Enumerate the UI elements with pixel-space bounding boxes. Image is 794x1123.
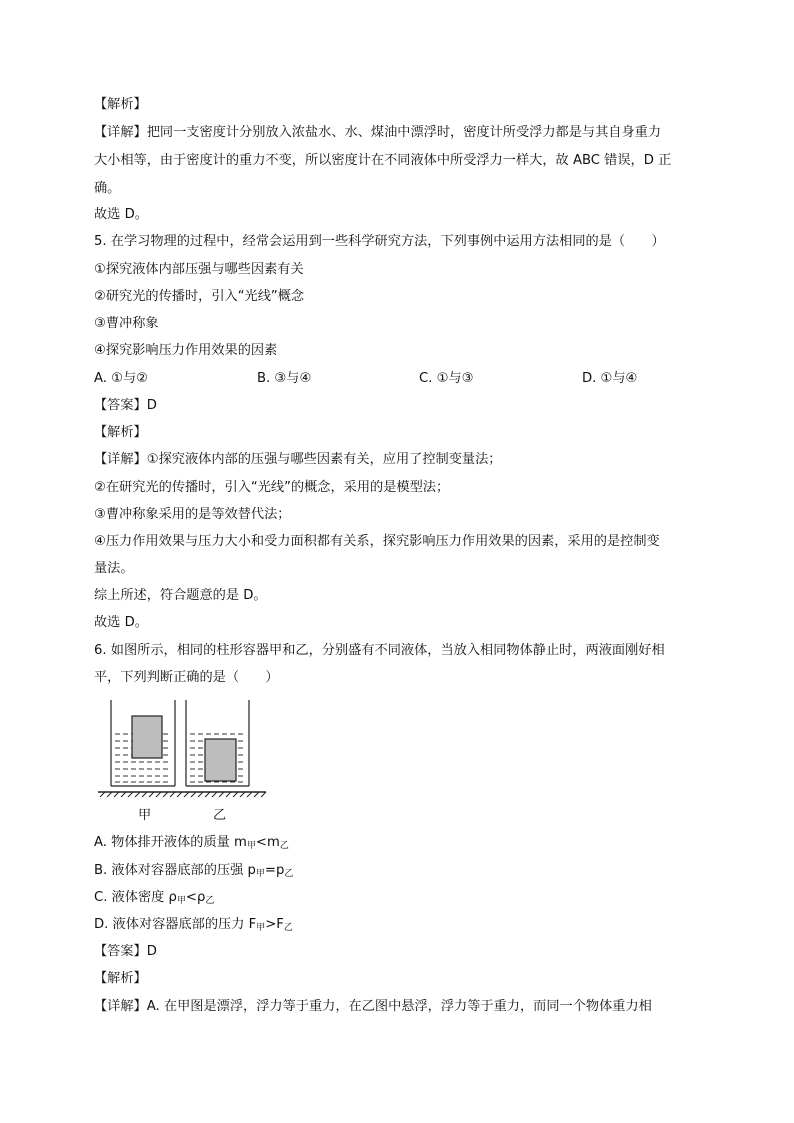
q6-option-c xyxy=(94,889,214,910)
detail-line: ③曹冲称象采用的是等效替代法； xyxy=(94,507,291,522)
floating-block xyxy=(132,716,162,758)
q5-option-d: D. ①与④ xyxy=(582,371,638,386)
subscript: 甲 xyxy=(255,869,265,879)
answer-line: 【答案】D xyxy=(94,944,157,959)
q5-item: ②研究光的传播时，引入“光线”概念 xyxy=(94,289,305,304)
subscript: 乙 xyxy=(279,841,289,851)
option-text: >F xyxy=(265,917,284,932)
container-jia xyxy=(111,700,175,786)
answer-line: 【答案】D xyxy=(94,398,157,413)
conclusion-line: 故选 D。 xyxy=(94,207,148,222)
detail-line: 综上所述，符合题意的是 D。 xyxy=(94,588,267,603)
subscript: 乙 xyxy=(205,896,215,906)
q5-item: ③曹冲称象 xyxy=(94,316,159,331)
option-text: <m xyxy=(255,835,280,850)
q5-item: ④探究影响压力作用效果的因素 xyxy=(94,343,278,358)
option-text: A. 物体排开液体的质量 m xyxy=(94,835,247,850)
subscript: 甲 xyxy=(176,896,186,906)
detail-line: 大小相等，由于密度计的重力不变，所以密度计在不同液体中所受浮力一样大，故 ABC 错误，D 正 xyxy=(94,153,672,168)
detail-line: 量法。 xyxy=(94,561,134,576)
detail-line: 【详解】把同一支密度计分别放入浓盐水、水、煤油中漂浮时，密度计所受浮力都是与其自身重力 xyxy=(94,125,662,140)
suspended-block xyxy=(205,739,236,781)
q6-option-b xyxy=(94,862,293,883)
two-containers-diagram xyxy=(94,696,274,826)
q6-option-a xyxy=(94,834,289,855)
detail-line: 确。 xyxy=(94,181,121,196)
q5-option-c: C. ①与③ xyxy=(419,371,474,386)
analysis-tag: 【解析】 xyxy=(94,97,147,112)
question-6-stem: 6. 如图所示，相同的柱形容器甲和乙，分别盛有不同液体，当放入相同物体静止时，两液面刚好相 xyxy=(94,643,665,658)
option-text: B. 液体对容器底部的压强 p xyxy=(94,863,256,878)
q5-item: ①探究液体内部压强与哪些因素有关 xyxy=(94,262,304,277)
container-figure xyxy=(94,696,274,826)
analysis-tag: 【解析】 xyxy=(94,971,147,986)
subscript: 甲 xyxy=(256,923,266,933)
q6-option-d xyxy=(94,916,293,937)
q5-option-b: B. ③与④ xyxy=(257,371,312,386)
subscript: 乙 xyxy=(283,923,293,933)
detail-line: 【详解】A. 在甲图是漂浮，浮力等于重力，在乙图中悬浮，浮力等于重力，而同一个物体重力相 xyxy=(94,999,652,1014)
subscript: 乙 xyxy=(284,869,294,879)
detail-line: ②在研究光的传播时，引入“光线”的概念，采用的是模型法； xyxy=(94,480,450,495)
question-5-stem: 5. 在学习物理的过程中，经常会运用到一些科学研究方法，下列事例中运用方法相同的是（ ） xyxy=(94,234,665,249)
option-text: C. 液体密度 ρ xyxy=(94,890,177,905)
option-text: <ρ xyxy=(185,890,206,905)
conclusion-line: 故选 D。 xyxy=(94,615,148,630)
option-text: D. 液体对容器底部的压力 F xyxy=(94,917,257,932)
label-jia: 甲 xyxy=(138,808,152,823)
label-yi: 乙 xyxy=(213,808,227,823)
q5-option-a: A. ①与② xyxy=(94,371,149,386)
detail-line: 【详解】①探究液体内部的压强与哪些因素有关，应用了控制变量法； xyxy=(94,452,502,467)
subscript: 甲 xyxy=(246,841,256,851)
question-6-stem: 平，下列判断正确的是（ ） xyxy=(94,670,279,685)
option-text: =p xyxy=(264,863,285,878)
detail-line: ④压力作用效果与压力大小和受力面积都有关系，探究影响压力作用效果的因素，采用的是控制变 xyxy=(94,534,660,549)
container-yi xyxy=(186,700,249,786)
analysis-tag: 【解析】 xyxy=(94,425,147,440)
